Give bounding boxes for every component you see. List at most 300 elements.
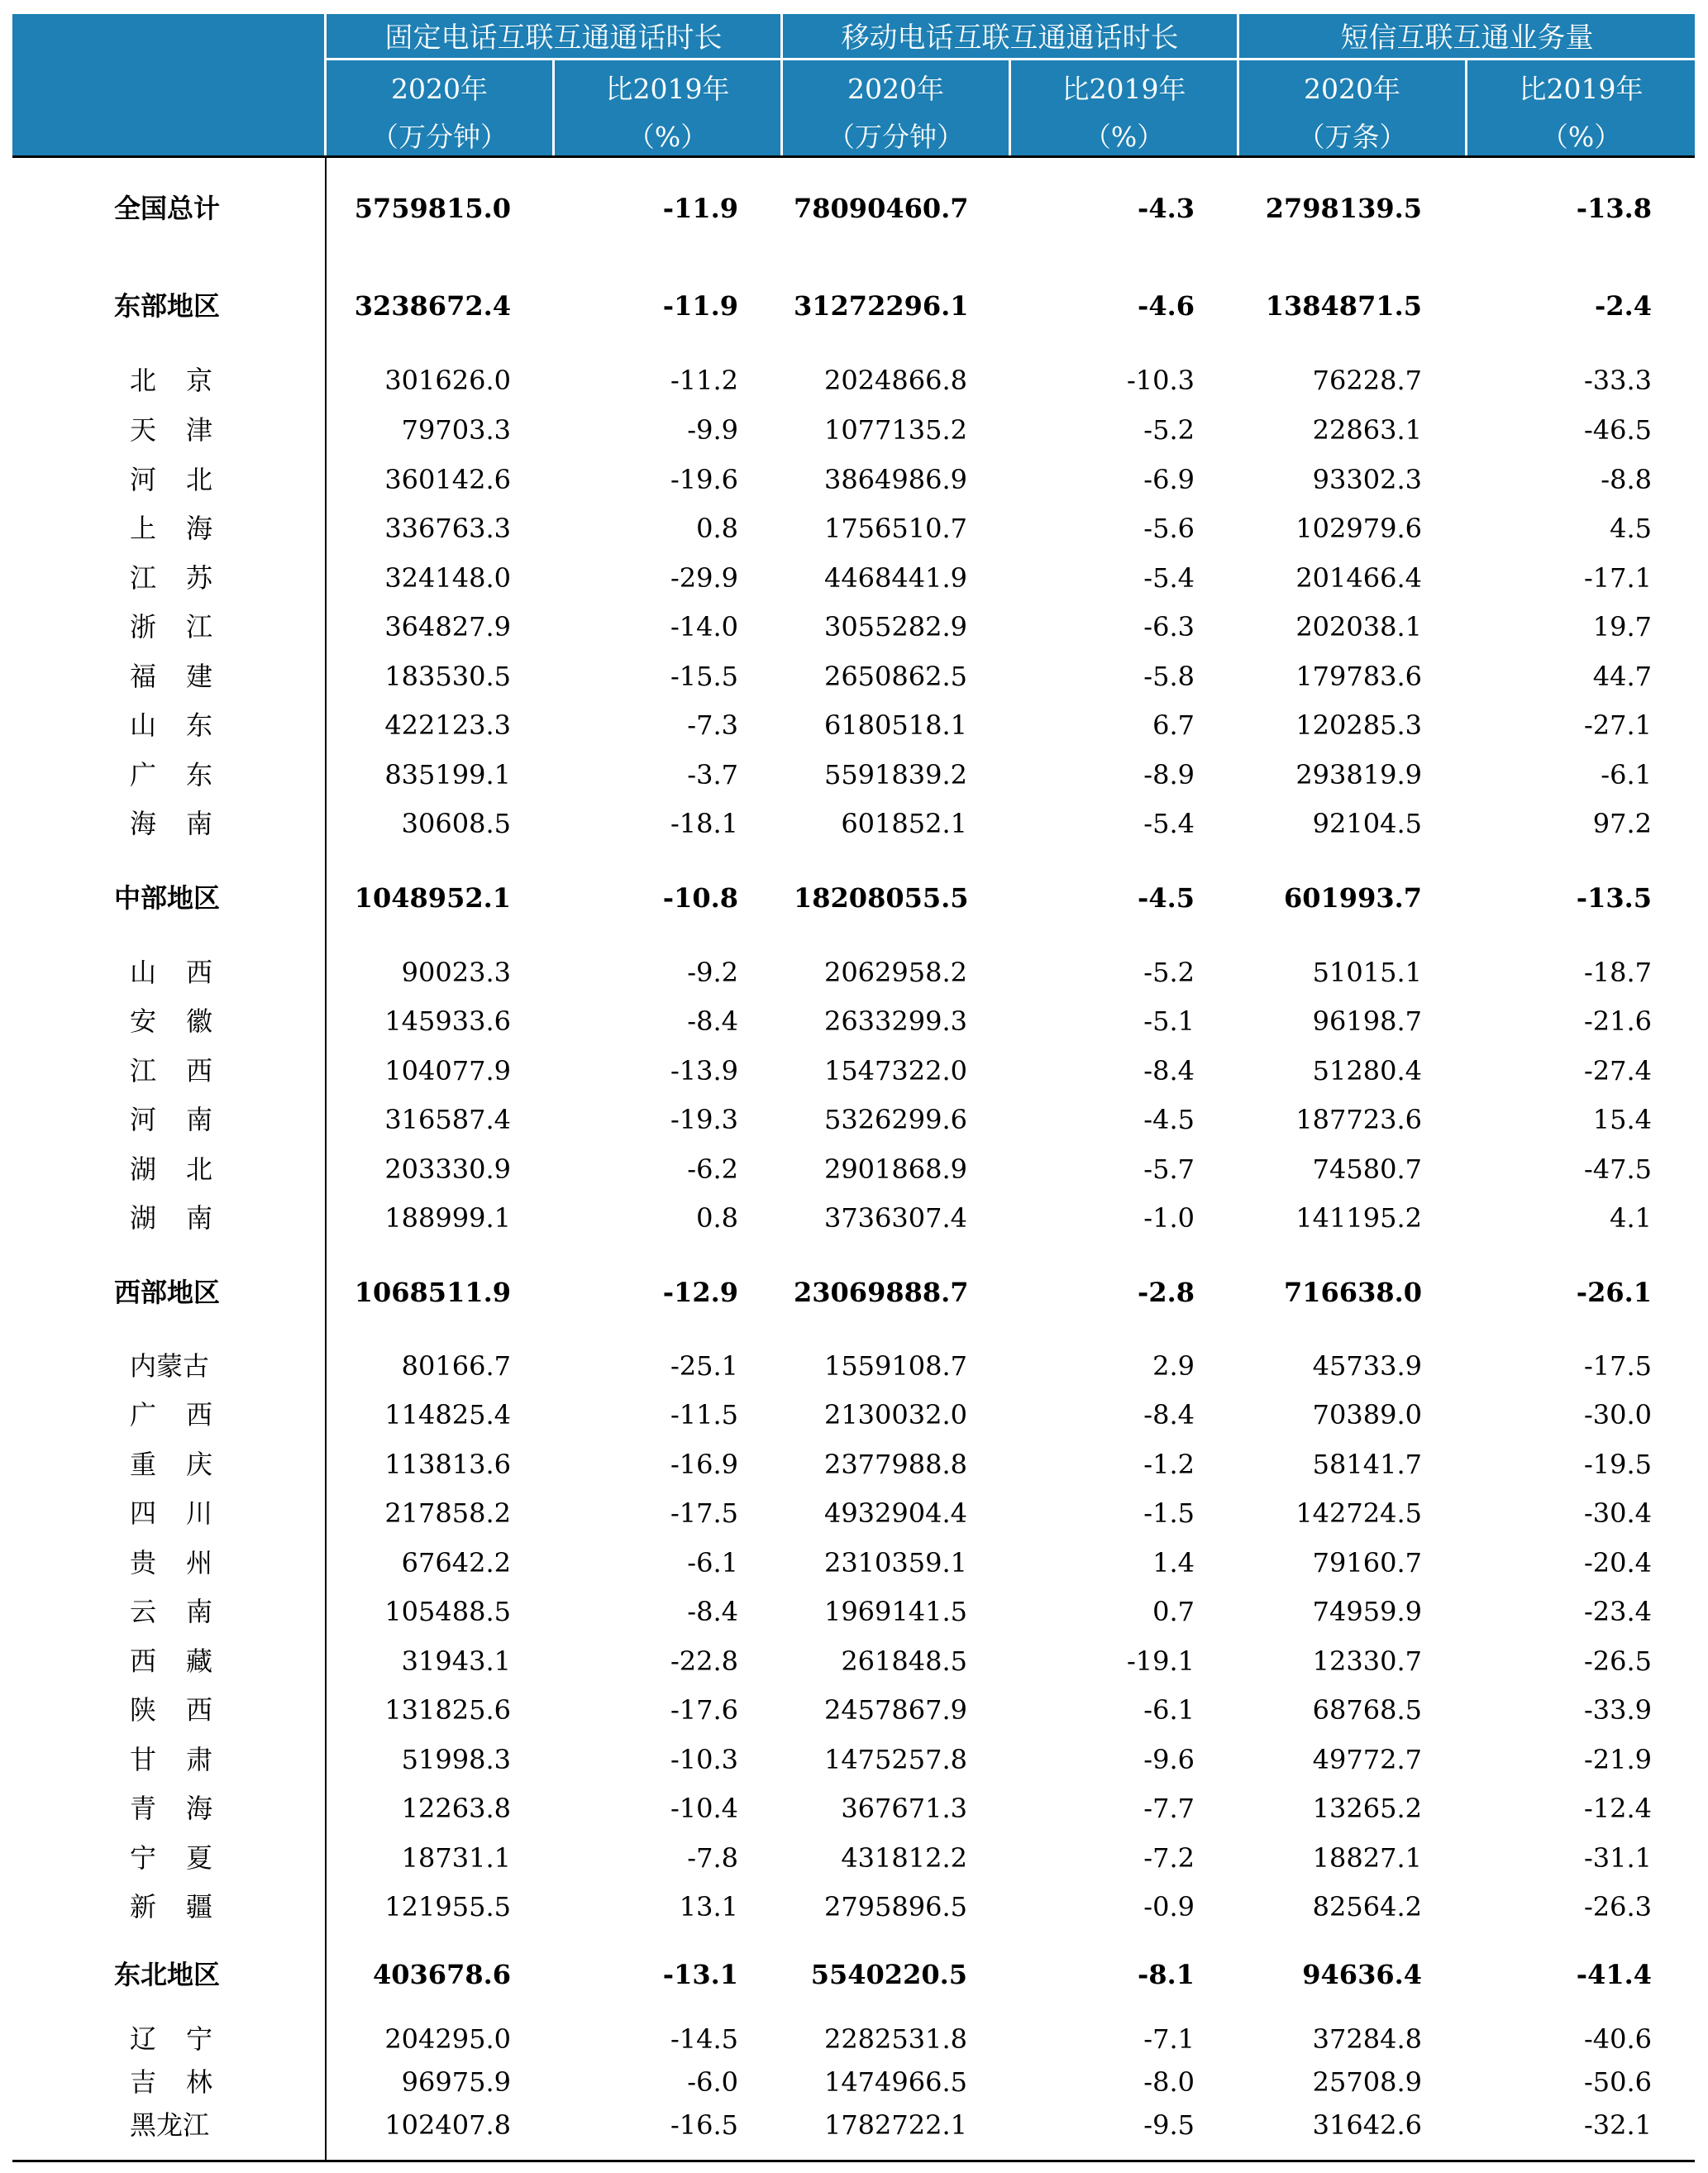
- value-cell: 31272296.1: [794, 290, 969, 322]
- value-cell: 2130032.0: [823, 1399, 967, 1430]
- value-cell: 293819.9: [1295, 759, 1422, 790]
- table-row: [0, 1048, 1708, 1094]
- value-cell: 113813.6: [384, 1449, 511, 1480]
- value-cell: 12330.7: [1312, 1645, 1422, 1677]
- row-label: 广 东: [130, 759, 212, 790]
- change-cell: -17.5: [670, 1497, 738, 1529]
- value-cell: 217858.2: [384, 1497, 511, 1529]
- row-label: 贵 州: [130, 1547, 212, 1578]
- row-label: 浙 江: [130, 611, 212, 642]
- value-cell: 2633299.3: [823, 1005, 967, 1037]
- change-cell: -31.1: [1583, 1842, 1652, 1874]
- subheader-change: 比2019年: [1519, 73, 1644, 105]
- region-total-row: [0, 1951, 1708, 1998]
- value-cell: 5591839.2: [823, 759, 967, 790]
- subheader-change: 比2019年: [605, 73, 730, 105]
- value-cell: 31943.1: [401, 1645, 511, 1677]
- subheader-change: （%）: [1540, 121, 1622, 153]
- value-cell: 2310359.1: [823, 1547, 967, 1578]
- value-cell: 431812.2: [841, 1842, 967, 1874]
- change-cell: -22.8: [670, 1645, 738, 1677]
- value-cell: 2062958.2: [823, 957, 967, 988]
- group-title-fixed-phone: 固定电话互联互通通话时长: [384, 21, 723, 55]
- change-cell: -18.7: [1583, 957, 1652, 988]
- change-cell: -26.5: [1583, 1645, 1652, 1677]
- row-label: 山 东: [130, 709, 212, 741]
- value-cell: 18208055.5: [794, 882, 969, 914]
- subheader-change: （%）: [627, 121, 708, 153]
- row-label: 吉 林: [130, 2066, 212, 2098]
- change-cell: -41.4: [1576, 1959, 1652, 1990]
- row-label: 山 西: [130, 957, 212, 988]
- change-cell: -27.1: [1583, 709, 1652, 741]
- value-cell: 187723.6: [1295, 1104, 1422, 1135]
- table-row: [0, 653, 1708, 700]
- value-cell: 1077135.2: [823, 414, 967, 446]
- row-label: 广 西: [130, 1399, 212, 1430]
- table-row: [0, 1146, 1708, 1192]
- value-cell: 74959.9: [1312, 1596, 1422, 1627]
- change-cell: -8.4: [687, 1596, 738, 1627]
- value-cell: 145933.6: [384, 1005, 511, 1037]
- value-cell: 96975.9: [401, 2066, 511, 2098]
- change-cell: -11.5: [670, 1399, 738, 1430]
- value-cell: 4468441.9: [823, 562, 967, 594]
- value-cell: 80166.7: [401, 1350, 511, 1382]
- change-cell: -4.5: [1138, 882, 1195, 914]
- change-cell: -11.2: [670, 365, 738, 396]
- change-cell: -10.8: [662, 882, 738, 914]
- table-row: [0, 702, 1708, 748]
- row-label: 宁 夏: [130, 1842, 212, 1874]
- value-cell: 13265.2: [1312, 1793, 1422, 1824]
- value-cell: 3736307.4: [823, 1202, 967, 1234]
- change-cell: -26.1: [1576, 1277, 1652, 1308]
- row-label: 青 海: [130, 1793, 212, 1824]
- change-cell: -8.4: [1143, 1055, 1195, 1086]
- value-cell: 1475257.8: [823, 1744, 967, 1775]
- table-row: [0, 1687, 1708, 1733]
- value-cell: 204295.0: [384, 2023, 511, 2055]
- table-row: [0, 1884, 1708, 1930]
- value-cell: 6180518.1: [823, 709, 967, 741]
- change-cell: -6.0: [687, 2066, 738, 2098]
- change-cell: -6.9: [1143, 464, 1195, 495]
- change-cell: -5.7: [1143, 1153, 1195, 1185]
- change-cell: -40.6: [1583, 2023, 1652, 2055]
- value-cell: 301626.0: [384, 365, 511, 396]
- value-cell: 18827.1: [1312, 1842, 1422, 1874]
- value-cell: 79703.3: [401, 414, 511, 446]
- change-cell: -26.3: [1583, 1891, 1652, 1922]
- value-cell: 12263.8: [401, 1793, 511, 1824]
- change-cell: 1.4: [1152, 1547, 1195, 1578]
- value-cell: 131825.6: [384, 1694, 511, 1726]
- change-cell: -19.6: [670, 464, 738, 495]
- table-row: [0, 1392, 1708, 1438]
- change-cell: 0.8: [696, 1202, 738, 1234]
- value-cell: 51015.1: [1312, 957, 1422, 988]
- value-cell: 25708.9: [1312, 2066, 1422, 2098]
- subheader-year: 2020年: [1304, 73, 1400, 105]
- table-row: [0, 604, 1708, 650]
- value-cell: 37284.8: [1312, 2023, 1422, 2055]
- value-cell: 2795896.5: [823, 1891, 967, 1922]
- subheader-year: 2020年: [391, 73, 488, 105]
- table-row: [0, 949, 1708, 996]
- change-cell: -9.6: [1143, 1744, 1195, 1775]
- value-cell: 23069888.7: [794, 1277, 969, 1308]
- value-cell: 141195.2: [1295, 1202, 1422, 1234]
- table-row: [0, 1638, 1708, 1684]
- value-cell: 336763.3: [384, 513, 511, 544]
- change-cell: -32.1: [1583, 2109, 1652, 2141]
- value-cell: 2901868.9: [823, 1153, 967, 1185]
- change-cell: -9.5: [1143, 2109, 1195, 2141]
- change-cell: -33.3: [1583, 365, 1652, 396]
- row-label: 甘 肃: [130, 1744, 212, 1775]
- value-cell: 30608.5: [401, 808, 511, 839]
- table-row: [0, 505, 1708, 552]
- change-cell: -10.4: [670, 1793, 738, 1824]
- value-cell: 1048952.1: [354, 882, 511, 914]
- change-cell: -2.4: [1595, 290, 1652, 322]
- region-total-row: [0, 185, 1708, 232]
- change-cell: -50.6: [1583, 2066, 1652, 2098]
- change-cell: -8.4: [687, 1005, 738, 1037]
- value-cell: 716638.0: [1284, 1277, 1422, 1308]
- change-cell: -18.1: [670, 808, 738, 839]
- row-label: 陕 西: [130, 1694, 212, 1726]
- value-cell: 403678.6: [373, 1959, 511, 1990]
- change-cell: -5.4: [1143, 562, 1195, 594]
- region-total-row: [0, 875, 1708, 921]
- value-cell: 51280.4: [1312, 1055, 1422, 1086]
- change-cell: -6.2: [687, 1153, 738, 1185]
- table-row: [0, 357, 1708, 404]
- value-cell: 179783.6: [1295, 661, 1422, 692]
- change-cell: -16.5: [670, 2109, 738, 2141]
- value-cell: 102407.8: [384, 2109, 511, 2141]
- table-row: [0, 1343, 1708, 1389]
- change-cell: 0.7: [1152, 1596, 1195, 1627]
- subheader-change: 比2019年: [1062, 73, 1186, 105]
- subheader-year: （万分钟）: [371, 121, 508, 153]
- value-cell: 78090460.7: [794, 193, 969, 224]
- value-cell: 67642.2: [401, 1547, 511, 1578]
- header-divider: [324, 58, 1695, 60]
- table-row: [0, 555, 1708, 601]
- row-label: 黑龙江: [130, 2109, 210, 2141]
- change-cell: -9.9: [687, 414, 738, 446]
- value-cell: 5326299.6: [823, 1104, 967, 1135]
- change-cell: 97.2: [1592, 808, 1652, 839]
- change-cell: -8.8: [1601, 464, 1652, 495]
- value-cell: 142724.5: [1295, 1497, 1422, 1529]
- change-cell: -16.9: [670, 1449, 738, 1480]
- value-cell: 49772.7: [1312, 1744, 1422, 1775]
- value-cell: 3238672.4: [354, 290, 511, 322]
- region-total-row: [0, 283, 1708, 329]
- value-cell: 31642.6: [1312, 2109, 1422, 2141]
- value-cell: 121955.5: [384, 1891, 511, 1922]
- group-title-mobile-phone: 移动电话互联互通通话时长: [841, 21, 1179, 55]
- change-cell: -19.5: [1583, 1449, 1652, 1480]
- change-cell: 4.1: [1610, 1202, 1652, 1234]
- value-cell: 90023.3: [401, 957, 511, 988]
- change-cell: -5.1: [1143, 1005, 1195, 1037]
- change-cell: -6.1: [687, 1547, 738, 1578]
- table-row: [0, 1441, 1708, 1488]
- row-label: 江 苏: [130, 562, 212, 594]
- value-cell: 3055282.9: [823, 611, 967, 642]
- subheader-change: （%）: [1083, 121, 1165, 153]
- row-label: 新 疆: [130, 1891, 212, 1922]
- value-cell: 104077.9: [384, 1055, 511, 1086]
- value-cell: 201466.4: [1295, 562, 1422, 594]
- change-cell: -13.1: [662, 1959, 738, 1990]
- change-cell: -7.8: [687, 1842, 738, 1874]
- value-cell: 1474966.5: [823, 2066, 967, 2098]
- value-cell: 22863.1: [1312, 414, 1422, 446]
- value-cell: 601993.7: [1284, 882, 1422, 914]
- value-cell: 1547322.0: [823, 1055, 967, 1086]
- table-row: [0, 1588, 1708, 1635]
- change-cell: -11.9: [662, 290, 738, 322]
- change-cell: -14.0: [670, 611, 738, 642]
- value-cell: 79160.7: [1312, 1547, 1422, 1578]
- value-cell: 1384871.5: [1265, 290, 1422, 322]
- value-cell: 76228.7: [1312, 365, 1422, 396]
- change-cell: -12.4: [1583, 1793, 1652, 1824]
- change-cell: -47.5: [1583, 1153, 1652, 1185]
- row-label: 河 南: [130, 1104, 212, 1135]
- value-cell: 364827.9: [384, 611, 511, 642]
- change-cell: -6.3: [1143, 611, 1195, 642]
- row-label: 天 津: [130, 414, 212, 446]
- change-cell: -12.9: [662, 1277, 738, 1308]
- change-cell: 19.7: [1592, 611, 1652, 642]
- change-cell: -27.4: [1583, 1055, 1652, 1086]
- value-cell: 96198.7: [1312, 1005, 1422, 1037]
- top-rule: [12, 155, 1695, 158]
- change-cell: -6.1: [1143, 1694, 1195, 1726]
- value-cell: 1969141.5: [823, 1596, 967, 1627]
- change-cell: -8.4: [1143, 1399, 1195, 1430]
- change-cell: 4.5: [1610, 513, 1652, 544]
- region-total-row: [0, 1269, 1708, 1316]
- change-cell: -8.9: [1143, 759, 1195, 790]
- change-cell: -46.5: [1583, 414, 1652, 446]
- value-cell: 835199.1: [384, 759, 511, 790]
- value-cell: 3864986.9: [823, 464, 967, 495]
- change-cell: -5.8: [1143, 661, 1195, 692]
- value-cell: 58141.7: [1312, 1449, 1422, 1480]
- table-row: [0, 1195, 1708, 1241]
- subheader-year: 2020年: [847, 73, 944, 105]
- change-cell: -13.9: [670, 1055, 738, 1086]
- row-label: 内蒙古: [130, 1350, 210, 1382]
- value-cell: 188999.1: [384, 1202, 511, 1234]
- value-cell: 2282531.8: [823, 2023, 967, 2055]
- change-cell: -10.3: [670, 1744, 738, 1775]
- value-cell: 367671.3: [841, 1793, 967, 1824]
- table-row: [0, 2016, 1708, 2062]
- row-label: 海 南: [130, 808, 212, 839]
- value-cell: 1782722.1: [823, 2109, 967, 2141]
- change-cell: -0.9: [1143, 1891, 1195, 1922]
- change-cell: -19.1: [1126, 1645, 1195, 1677]
- value-cell: 203330.9: [384, 1153, 511, 1185]
- value-cell: 93302.3: [1312, 464, 1422, 495]
- subheader-year: （万分钟）: [828, 121, 964, 153]
- value-cell: 4932904.4: [823, 1497, 967, 1529]
- table-row: [0, 752, 1708, 798]
- change-cell: -13.8: [1576, 193, 1652, 224]
- value-cell: 82564.2: [1312, 1891, 1422, 1922]
- table-row: [0, 2059, 1708, 2105]
- row-label: 湖 北: [130, 1153, 212, 1185]
- value-cell: 324148.0: [384, 562, 511, 594]
- group-title-sms: 短信互联互通业务量: [1340, 21, 1594, 55]
- value-cell: 601852.1: [841, 808, 967, 839]
- value-cell: 45733.9: [1312, 1350, 1422, 1382]
- change-cell: -3.7: [687, 759, 738, 790]
- row-label: 河 北: [130, 464, 212, 495]
- change-cell: -15.5: [670, 661, 738, 692]
- table-row: [0, 1096, 1708, 1143]
- row-label: 江 西: [130, 1055, 212, 1086]
- table-row: [0, 1835, 1708, 1881]
- change-cell: -30.0: [1583, 1399, 1652, 1430]
- change-cell: -9.2: [687, 957, 738, 988]
- change-cell: -6.1: [1601, 759, 1652, 790]
- change-cell: -2.8: [1138, 1277, 1195, 1308]
- change-cell: -21.6: [1583, 1005, 1652, 1037]
- change-cell: -4.3: [1138, 193, 1195, 224]
- row-label: 辽 宁: [130, 2023, 212, 2055]
- change-cell: -20.4: [1583, 1547, 1652, 1578]
- row-label: 湖 南: [130, 1202, 212, 1234]
- value-cell: 316587.4: [384, 1104, 511, 1135]
- row-label: 全国总计: [114, 193, 221, 224]
- change-cell: -4.6: [1138, 290, 1195, 322]
- row-label: 福 建: [130, 661, 212, 692]
- change-cell: 13.1: [679, 1891, 738, 1922]
- change-cell: -11.9: [662, 193, 738, 224]
- value-cell: 18731.1: [401, 1842, 511, 1874]
- change-cell: -7.2: [1143, 1842, 1195, 1874]
- value-cell: 2798139.5: [1265, 193, 1422, 224]
- subheader-year: （万条）: [1297, 121, 1407, 153]
- row-label: 四 川: [130, 1497, 212, 1529]
- value-cell: 422123.3: [384, 709, 511, 741]
- change-cell: -33.9: [1583, 1694, 1652, 1726]
- value-cell: 114825.4: [384, 1399, 511, 1430]
- value-cell: 102979.6: [1295, 513, 1422, 544]
- value-cell: 2377988.8: [823, 1449, 967, 1480]
- change-cell: -17.6: [670, 1694, 738, 1726]
- change-cell: -10.3: [1126, 365, 1195, 396]
- value-cell: 1559108.7: [823, 1350, 967, 1382]
- table-row: [0, 998, 1708, 1044]
- value-cell: 51998.3: [401, 1744, 511, 1775]
- row-label: 北 京: [130, 365, 212, 396]
- change-cell: -1.2: [1143, 1449, 1195, 1480]
- row-label: 西部地区: [114, 1277, 221, 1308]
- table-row: [0, 800, 1708, 847]
- value-cell: 202038.1: [1295, 611, 1422, 642]
- table-row: [0, 1785, 1708, 1832]
- row-label: 安 徽: [130, 1005, 212, 1037]
- row-label: 重 庆: [130, 1449, 212, 1480]
- value-cell: 5540220.5: [810, 1959, 967, 1990]
- row-label: 西 藏: [130, 1645, 212, 1677]
- value-cell: 70389.0: [1312, 1399, 1422, 1430]
- row-label: 中部地区: [114, 882, 221, 914]
- change-cell: -17.1: [1583, 562, 1652, 594]
- value-cell: 1068511.9: [354, 1277, 511, 1308]
- change-cell: -30.4: [1583, 1497, 1652, 1529]
- value-cell: 360142.6: [384, 464, 511, 495]
- change-cell: -13.5: [1576, 882, 1652, 914]
- change-cell: -8.1: [1138, 1959, 1195, 1990]
- value-cell: 120285.3: [1295, 709, 1422, 741]
- value-cell: 2650862.5: [823, 661, 967, 692]
- change-cell: -5.6: [1143, 513, 1195, 544]
- row-label: 东北地区: [114, 1959, 221, 1990]
- value-cell: 2457867.9: [823, 1694, 967, 1726]
- value-cell: 94636.4: [1302, 1959, 1422, 1990]
- change-cell: -29.9: [670, 562, 738, 594]
- table-row: [0, 1490, 1708, 1536]
- row-label: 云 南: [130, 1596, 212, 1627]
- change-cell: -5.2: [1143, 414, 1195, 446]
- value-cell: 105488.5: [384, 1596, 511, 1627]
- change-cell: -19.3: [670, 1104, 738, 1135]
- table-row: [0, 456, 1708, 503]
- value-cell: 261848.5: [841, 1645, 967, 1677]
- change-cell: -14.5: [670, 2023, 738, 2055]
- change-cell: 6.7: [1152, 709, 1195, 741]
- change-cell: -4.5: [1143, 1104, 1195, 1135]
- table-row: [0, 1736, 1708, 1783]
- change-cell: -1.5: [1143, 1497, 1195, 1529]
- change-cell: -5.2: [1143, 957, 1195, 988]
- change-cell: -7.3: [687, 709, 738, 741]
- change-cell: -7.7: [1143, 1793, 1195, 1824]
- value-cell: 183530.5: [384, 661, 511, 692]
- row-label: 东部地区: [114, 290, 221, 322]
- change-cell: -8.0: [1143, 2066, 1195, 2098]
- table-row: [0, 2102, 1708, 2148]
- value-cell: 74580.7: [1312, 1153, 1422, 1185]
- change-cell: 2.9: [1152, 1350, 1195, 1382]
- value-cell: 5759815.0: [354, 193, 511, 224]
- table-row: [0, 1540, 1708, 1586]
- change-cell: -21.9: [1583, 1744, 1652, 1775]
- row-label: 上 海: [130, 513, 212, 544]
- change-cell: -23.4: [1583, 1596, 1652, 1627]
- value-cell: 1756510.7: [823, 513, 967, 544]
- change-cell: -1.0: [1143, 1202, 1195, 1234]
- change-cell: -17.5: [1583, 1350, 1652, 1382]
- change-cell: 15.4: [1592, 1104, 1652, 1135]
- change-cell: -5.4: [1143, 808, 1195, 839]
- change-cell: -25.1: [670, 1350, 738, 1382]
- table-row: [0, 407, 1708, 453]
- value-cell: 92104.5: [1312, 808, 1422, 839]
